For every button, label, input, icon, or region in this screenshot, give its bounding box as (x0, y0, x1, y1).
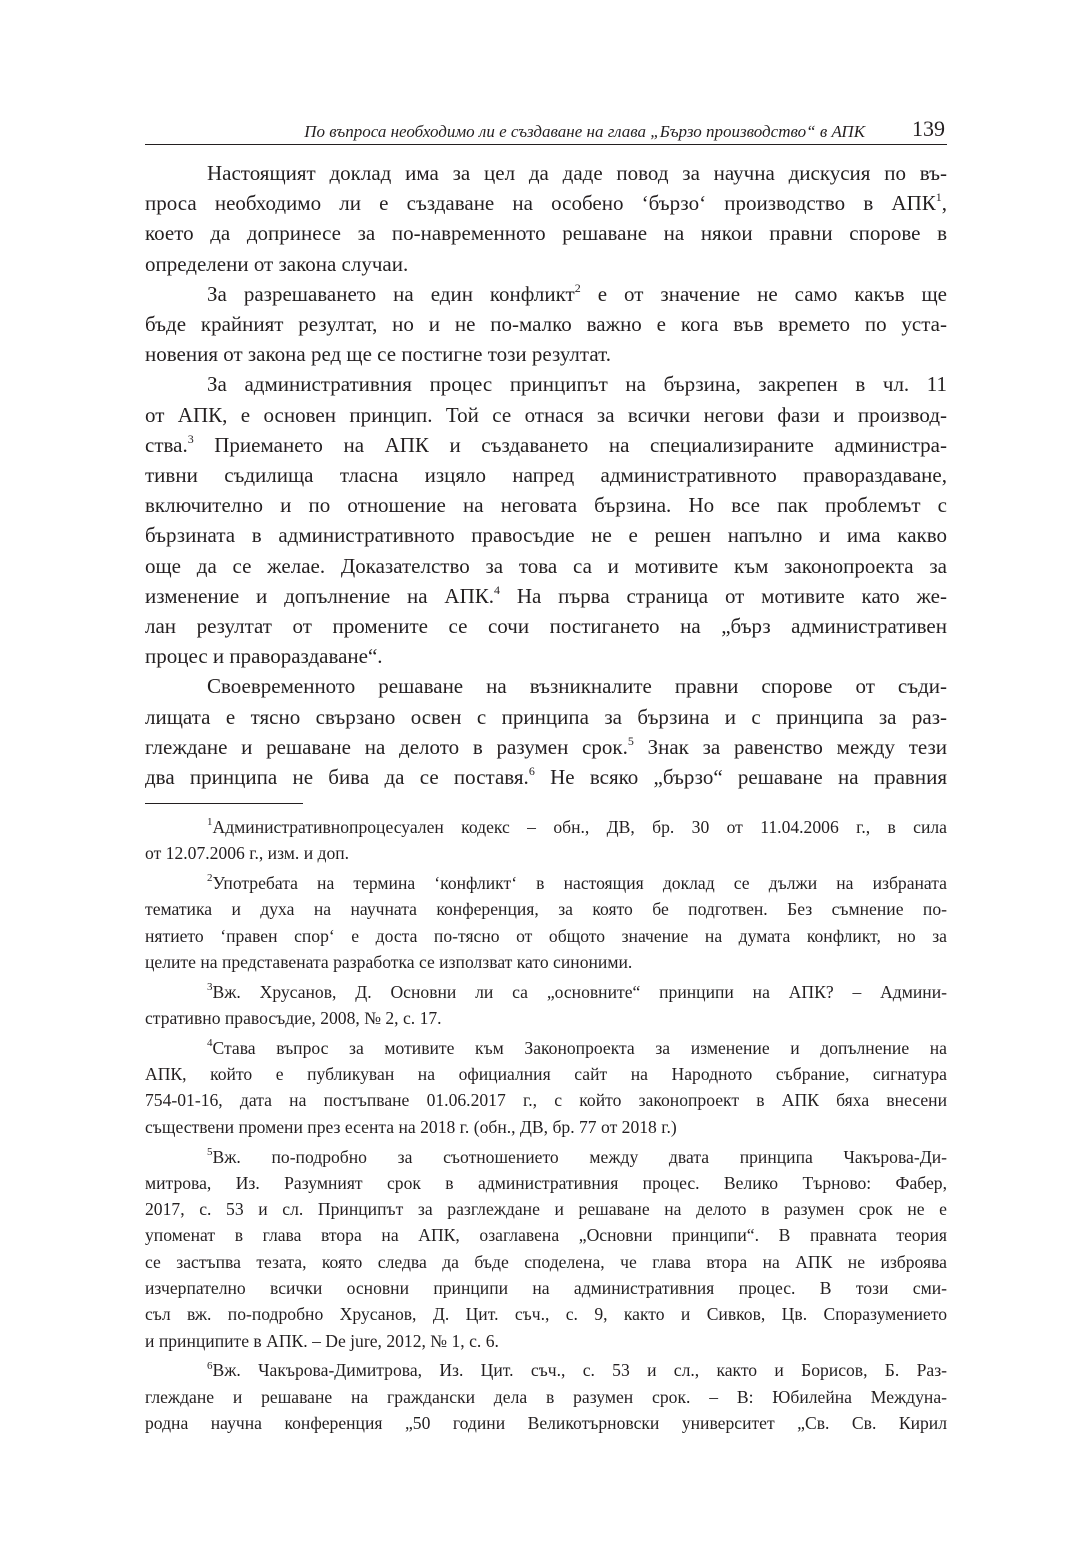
footnote-line: АПК, който е публикуван на официалния сайт на Народното събрание, сигнатура (145, 1064, 947, 1085)
running-header (145, 116, 947, 145)
footnote (145, 1144, 947, 1354)
text-line: което да допринесе за по-навременното решаване на някои правни спорове в (145, 221, 947, 246)
footnote-ref[interactable]: 3 (187, 431, 194, 446)
footnote-line: родна научна конференция „50 години Великотърновски университет „Св. Св. Кирил (145, 1413, 947, 1434)
footnote-line: нятието ‘правен спор‘ е доста по-тясно от общото значение на думата конфликт, но за (145, 925, 947, 946)
footnote-line: се застъпва тезата, която следва да бъде споделена, че глава втора на АПК не изброява (145, 1251, 947, 1272)
footnote-ref[interactable]: 6 (528, 764, 535, 779)
main-text (145, 158, 947, 792)
footnote-ref[interactable]: 1 (935, 190, 942, 205)
text-line: бързината в административното правосъдие не е решен напълно и има какво (145, 523, 947, 548)
footnote-line: $^3$Вж. Хрусанов, Д. Основни ли са „основните“ принципи на АПК? – Админи- (207, 980, 947, 1002)
footnotes (145, 814, 947, 1440)
footnote-ref[interactable]: 2 (574, 280, 581, 295)
footnote-ref[interactable]: 5 (627, 733, 634, 748)
footnote-line: $^4$Става въпрос за мотивите към Законопроекта за изменение и допълнение на (207, 1037, 947, 1058)
text-line: два принципа не бива да се поставя.$^6$ Не всяко „бързо“ решаване на правния (145, 764, 947, 790)
text-line: лан резултат от промените се сочи постигането на „бърз административен (145, 614, 947, 639)
footnote (145, 979, 947, 1032)
footnote-mark: 2 (207, 872, 213, 885)
footnote-line: изчерпателно всички основни принципи на административния процес. В този сми- (145, 1278, 947, 1299)
footnote (145, 870, 947, 975)
footnote-line: митрова, Из. Разумният срок в административния процес. Велико Търново: Фабер, (145, 1172, 947, 1193)
paragraph (145, 279, 947, 370)
footnote-line: $^1$Административнопроцесуален кодекс – обн., ДВ, бр. 30 от 11.04.2006 г., в сила (207, 816, 947, 837)
footnote-line: глеждане и решаване на граждански дела в разумен срок. – В: Юбилейна Междуна- (145, 1386, 947, 1407)
text-line: За разрешаването на един конфликт$^2$ е от значение не само какъв ще (207, 280, 948, 306)
footnote (145, 814, 947, 867)
paragraph (145, 671, 947, 792)
footnote-mark: 5 (207, 1145, 213, 1158)
text-line: Своевременното решаване на възникналите правни спорове от съди- (207, 674, 947, 699)
text-line: от АПК, е основен принцип. Той се отнася за всички негови фази и производ- (145, 402, 947, 427)
text-line: проса необходимо ли е създаване на особено ‘бързо‘ производство в АПК$^1$, (145, 190, 947, 216)
text-line: лищата е тясно свързано освен с принципа за бързина и с принципа за раз- (145, 704, 947, 729)
paragraph (145, 158, 947, 279)
footnote-mark: 6 (207, 1359, 213, 1372)
footnote-line: 754-01-16, дата на постъпване 01.06.2017 г., с който законопроект в АПК бяха внесени (145, 1090, 947, 1111)
text-line: включително и по отношение на неговата бързина. Но все пак проблемът с (145, 493, 947, 518)
text-line: бъде крайният резултат, но и не по-малко важно е кога във времето по уста- (145, 312, 947, 337)
footnote-line: $^2$Употребата на термина ‘конфликт‘ в настоящия доклад се дължи на избраната (207, 872, 947, 894)
footnote (145, 1357, 947, 1436)
footnote-line: тематика и духа на научната конференция, за която бе подготвен. Без съмнение по- (145, 899, 947, 920)
text-line: още да се желае. Доказателство за това са и мотивите към законопроекта за (145, 553, 947, 578)
footnote-line: целите на представената разработка се използват като синоними. (145, 951, 633, 972)
text-line: тивни съдилища тласна изцяло напред административното правораздаване, (145, 463, 947, 488)
footnote-separator (145, 803, 303, 804)
page-number: 139 (912, 116, 945, 141)
text-line: определени от закона случаи. (145, 251, 409, 276)
text-line: изменение и допълнение на АПК.$^4$ На първа страница от мотивите като же- (145, 582, 947, 608)
footnote-line: и принципите в АПК. – De jure, 2012, № 1, с. 6. (145, 1330, 499, 1351)
paragraph (145, 369, 947, 671)
footnote-mark: 1 (207, 816, 213, 829)
footnote-mark: 4 (207, 1037, 213, 1050)
footnote-line: стративно правосъдие, 2008, № 2, с. 17. (145, 1008, 442, 1029)
running-title: По въпроса необходимо ли е създаване на глава „Бързо производство“ в АПК (304, 122, 865, 141)
footnote-line: упоменат в глава втора на АПК, озаглавена „Основни принципи“. В правната теория (145, 1225, 947, 1246)
text-line: ства.$^3$ Приемането на АПК и създаването на специализираните администра- (145, 431, 947, 457)
text-line: новения от закона ред ще се постигне този резултат. (145, 342, 611, 367)
text-line: Настоящият доклад има за цел да даде повод за научна дискусия по въ- (207, 161, 947, 185)
footnote-line: $^6$Вж. Чакърова-Димитрова, Из. Цит. съч., с. 53 и сл., както и Борисов, Б. Раз- (207, 1359, 947, 1381)
text-line: За административния процес принципът на бързина, закрепен в чл. 11 (207, 372, 947, 397)
footnote-ref[interactable]: 4 (494, 582, 500, 597)
text-line: процес и правораздаване“. (145, 644, 383, 669)
footnote-line: 2017, с. 53 и сл. Принципът за разглеждане и решаване на делото в разумен срок не е (145, 1199, 947, 1220)
text-line: глеждане и решаване на делото в разумен срок.$^5$ Знак за равенство между тези (145, 733, 947, 759)
footnote-line: съществени промени през есента на 2018 г. (обн., ДВ, бр. 77 от 2018 г.) (145, 1116, 677, 1137)
footnote-line: $^5$Вж. по-подробно за съотношението между двата принципа Чакърова-Ди- (207, 1145, 947, 1167)
footnote-line: съл вж. по-подробно Хрусанов, Д. Цит. съч., с. 9, както и Сивков, Цв. Споразумението (145, 1304, 947, 1325)
footnote-line: от 12.07.2006 г., изм. и доп. (145, 843, 350, 864)
footnote (145, 1035, 947, 1140)
footnote-mark: 3 (207, 980, 213, 993)
